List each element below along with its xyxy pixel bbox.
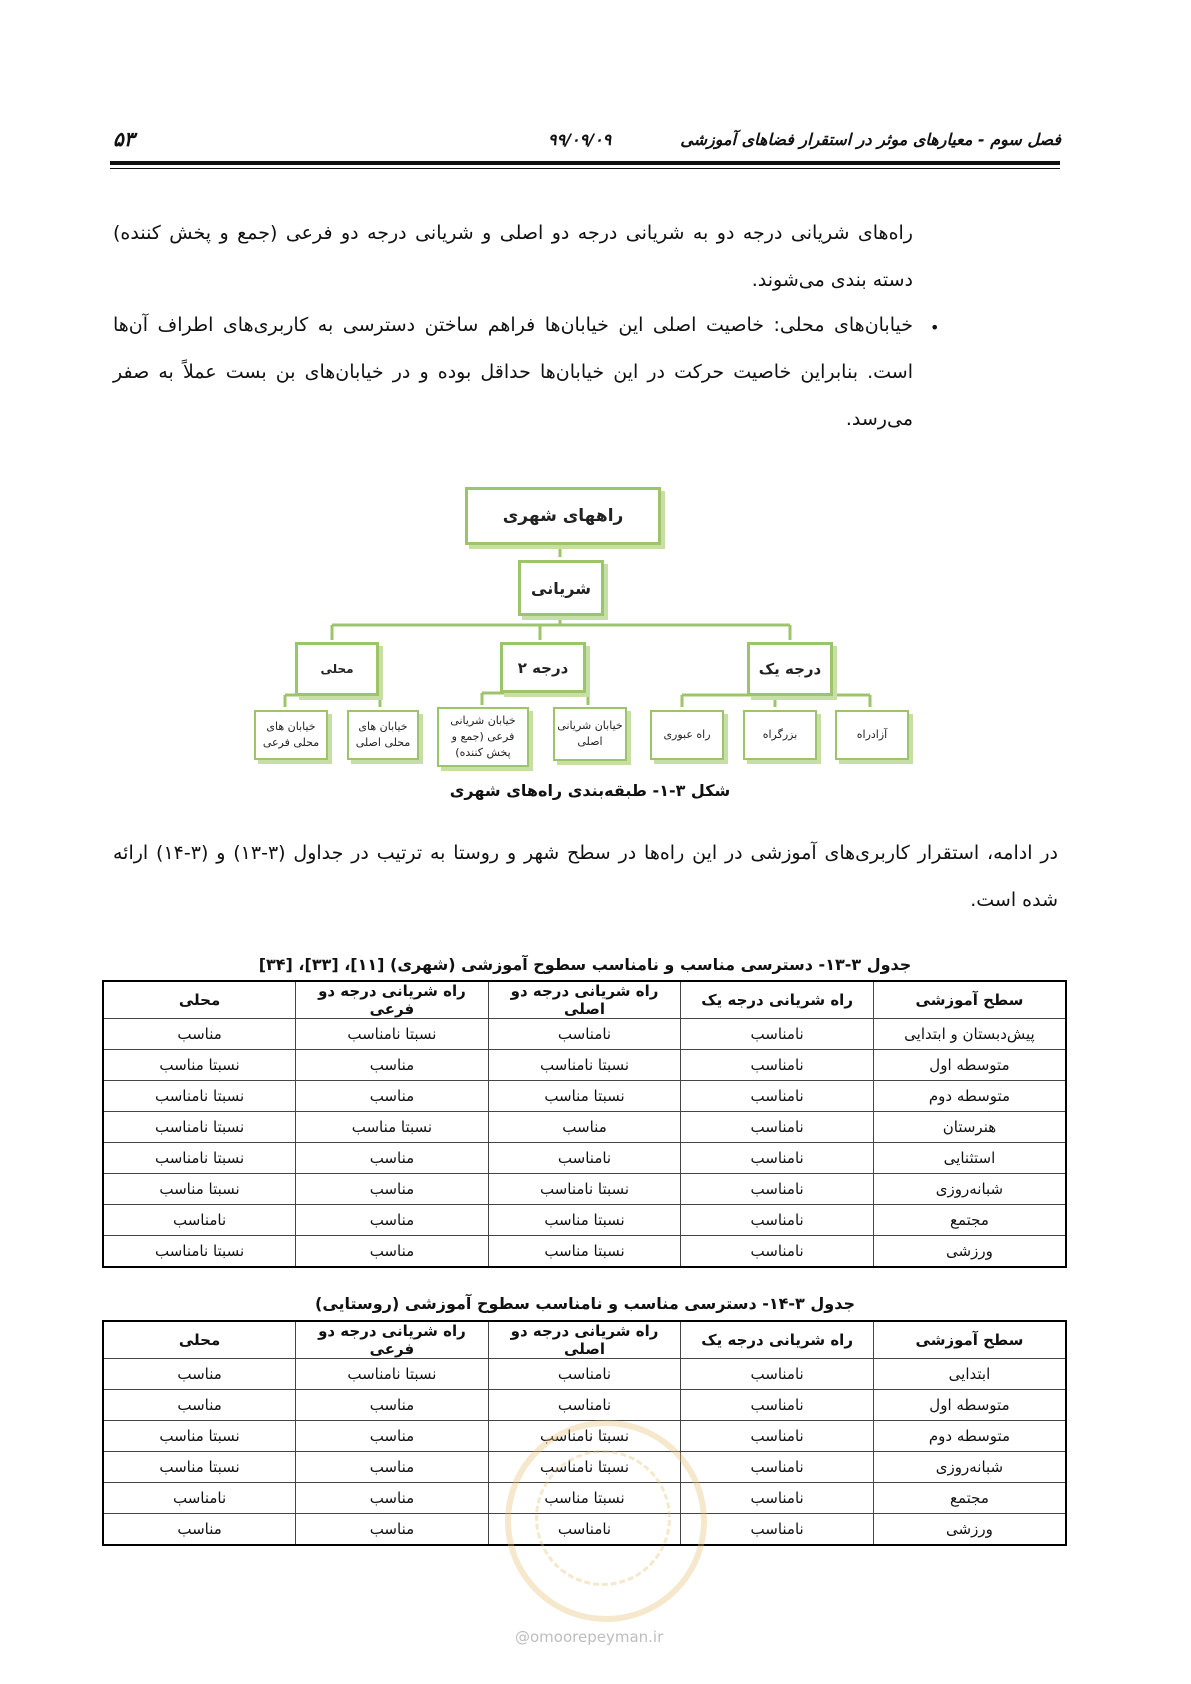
table-cell: نامناسب (681, 1359, 874, 1390)
column-header: راه شریانی درجه دو فرعی (296, 1321, 489, 1359)
diagram-leaf-expressway: بزرگراه (743, 710, 817, 760)
table-cell: نسبتا نامناسب (103, 1143, 296, 1174)
table-cell: نامناسب (681, 1421, 874, 1452)
table-cell: نسبتا مناسب (296, 1112, 489, 1143)
diagram-node-urban-roads: راههای شهری (465, 487, 661, 545)
row-label-cell: مجتمع (873, 1483, 1066, 1514)
bullet-marker: • (930, 318, 940, 337)
table-cell: مناسب (296, 1174, 489, 1205)
table-cell: نامناسب (681, 1452, 874, 1483)
table-row (103, 1174, 1066, 1205)
table-row (103, 1390, 1066, 1421)
table-cell: نسبتا نامناسب (103, 1081, 296, 1112)
table-cell: نامناسب (488, 1143, 681, 1174)
diagram-leaf-main-arterial-street: خیابان شریانی اصلی (553, 707, 627, 761)
table-row (103, 1143, 1066, 1174)
table-cell: نسبتا مناسب (103, 1421, 296, 1452)
diagram-node-arterial: شریانی (518, 560, 604, 616)
diagram-leaf-transit-road: راه عبوری (650, 710, 724, 760)
column-header: محلی (103, 981, 296, 1019)
table-cell: مناسب (296, 1205, 489, 1236)
figure-caption: شکل ۳-۱- طبقه‌بندی راه‌های شهری (449, 781, 731, 800)
table1-caption: جدول ۳-۱۳- دسترسی مناسب و نامناسب سطوح آموزشی (شهری) [۱۱]، [۳۳]، [۳۴] (258, 955, 912, 974)
table-row (103, 1421, 1066, 1452)
table-row (103, 1205, 1066, 1236)
table-cell: نامناسب (488, 1514, 681, 1546)
table-row (103, 1359, 1066, 1390)
table-cell: مناسب (296, 1452, 489, 1483)
column-header: محلی (103, 1321, 296, 1359)
column-header: راه شریانی درجه یک (681, 981, 874, 1019)
table-cell: نامناسب (488, 1390, 681, 1421)
diagram-leaf-main-local-street: خیابان های محلی اصلی (347, 710, 419, 760)
table-row (103, 1452, 1066, 1483)
table-cell: مناسب (103, 1514, 296, 1546)
table-cell: مناسب (103, 1359, 296, 1390)
row-label-cell: پیش‌دبستان و ابتدایی (873, 1019, 1066, 1050)
table-cell: نامناسب (681, 1205, 874, 1236)
table-cell: نسبتا مناسب (488, 1081, 681, 1112)
table-cell: نامناسب (103, 1205, 296, 1236)
table-cell: نامناسب (681, 1236, 874, 1268)
urban-roads-diagram (250, 485, 940, 775)
column-header: راه شریانی درجه دو فرعی (296, 981, 489, 1019)
table-row (103, 1236, 1066, 1268)
table-cell: نامناسب (681, 1143, 874, 1174)
table-row (103, 1019, 1066, 1050)
row-label-cell: متوسطه دوم (873, 1421, 1066, 1452)
table-cell: مناسب (296, 1236, 489, 1268)
header-date: ۹۹/۰۹/۰۹ (548, 130, 612, 149)
table-cell: نسبتا مناسب (488, 1205, 681, 1236)
chapter-title: فصل سوم - معیارهای موثر در استقرار فضاهای آموزشی (680, 130, 1061, 149)
diagram-leaf-minor-local-street: خیابان های محلی فرعی (254, 710, 328, 760)
column-header: راه شریانی درجه دو اصلی (488, 1321, 681, 1359)
row-label-cell: مجتمع (873, 1205, 1066, 1236)
table-cell: نسبتا نامناسب (103, 1236, 296, 1268)
table-row (103, 1050, 1066, 1081)
table-cell: نامناسب (103, 1483, 296, 1514)
table-cell: نامناسب (681, 1483, 874, 1514)
table-cell: نامناسب (681, 1019, 874, 1050)
diagram-node-grade-two: درجه ۲ (500, 642, 586, 693)
diagram-node-grade-one: درجه یک (747, 642, 833, 696)
row-label-cell: ابتدایی (873, 1359, 1066, 1390)
table-cell: مناسب (296, 1421, 489, 1452)
paragraph-tables-intro: در ادامه، استقرار کاربری‌های آموزشی در این راه‌ها در سطح شهر و روستا به ترتیب در جداول (۳-۱۳) و (۳-۱۴) ارائه شده است. (113, 842, 1058, 911)
table-cell: نسبتا نامناسب (103, 1112, 296, 1143)
table-cell: نسبتا نامناسب (488, 1452, 681, 1483)
row-label-cell: ورزشی (873, 1236, 1066, 1268)
row-label-cell: شبانه‌روزی (873, 1452, 1066, 1483)
table-cell: مناسب (296, 1483, 489, 1514)
watermark-url: @omoorepeyman.ir (515, 1628, 664, 1646)
diagram-leaf-freeway: آزادراه (835, 710, 909, 760)
table-row (103, 1514, 1066, 1546)
table2-rural-accessibility (102, 1320, 1067, 1546)
table-cell: مناسب (103, 1019, 296, 1050)
row-label-cell: هنرستان (873, 1112, 1066, 1143)
table-cell: نسبتا نامناسب (488, 1174, 681, 1205)
table-cell: نسبتا مناسب (103, 1452, 296, 1483)
table-row (103, 1112, 1066, 1143)
paragraph-arterial-grade-two: راه‌های شریانی درجه دو به شریانی درجه دو اصلی و شریانی درجه دو فرعی (جمع و پخش کننده) دسته بندی می‌شوند. (113, 222, 913, 291)
table-cell: نامناسب (681, 1174, 874, 1205)
column-header: سطح آموزشی (873, 981, 1066, 1019)
row-label-cell: متوسطه اول (873, 1390, 1066, 1421)
table-cell: مناسب (296, 1081, 489, 1112)
table-cell: نامناسب (681, 1050, 874, 1081)
row-label-cell: متوسطه اول (873, 1050, 1066, 1081)
column-header: راه شریانی درجه دو اصلی (488, 981, 681, 1019)
row-label-cell: متوسطه دوم (873, 1081, 1066, 1112)
table-cell: مناسب (296, 1050, 489, 1081)
table1-urban-accessibility (102, 980, 1067, 1268)
column-header: سطح آموزشی (873, 1321, 1066, 1359)
header-rule-thick (110, 161, 1060, 165)
table-cell: نسبتا مناسب (103, 1050, 296, 1081)
table-cell: نامناسب (681, 1514, 874, 1546)
table-cell: مناسب (296, 1514, 489, 1546)
table-cell: نامناسب (681, 1390, 874, 1421)
table-cell: مناسب (103, 1390, 296, 1421)
page-number: ۵۳ (113, 127, 135, 151)
table-cell: نسبتا مناسب (103, 1174, 296, 1205)
paragraph-local-streets: خیابان‌های محلی: خاصیت اصلی این خیابان‌ها فراهم ساختن دسترسی به کاربری‌های اطراف آن‌ها است. بنابراین خاصیت حرکت در این خیابان‌ها حداقل بوده و در خیابان‌های بن بست عملاً به صفر می‌رسد. (113, 314, 913, 430)
table-cell: نسبتا مناسب (488, 1236, 681, 1268)
column-header: راه شریانی درجه یک (681, 1321, 874, 1359)
table-cell: نسبتا نامناسب (296, 1019, 489, 1050)
row-label-cell: استثنایی (873, 1143, 1066, 1174)
table-cell: نسبتا نامناسب (488, 1421, 681, 1452)
table-cell: نسبتا نامناسب (488, 1050, 681, 1081)
table-cell: مناسب (488, 1112, 681, 1143)
table-cell: نامناسب (681, 1081, 874, 1112)
table-cell: نسبتا نامناسب (296, 1359, 489, 1390)
diagram-node-local: محلی (295, 642, 379, 696)
row-label-cell: شبانه‌روزی (873, 1174, 1066, 1205)
table-cell: نامناسب (488, 1359, 681, 1390)
table-cell: نامناسب (681, 1112, 874, 1143)
table-cell: مناسب (296, 1143, 489, 1174)
diagram-leaf-minor-arterial-street: خیابان شریانی فرعی (جمع و پخش کننده) (437, 707, 529, 767)
table-row (103, 1081, 1066, 1112)
table-cell: نسبتا مناسب (488, 1483, 681, 1514)
table-cell: نامناسب (488, 1019, 681, 1050)
table-cell: مناسب (296, 1390, 489, 1421)
table-row (103, 1483, 1066, 1514)
row-label-cell: ورزشی (873, 1514, 1066, 1546)
table2-caption: جدول ۳-۱۴- دسترسی مناسب و نامناسب سطوح آموزشی (روستایی) (315, 1294, 855, 1313)
header-rule-thin (110, 168, 1060, 169)
